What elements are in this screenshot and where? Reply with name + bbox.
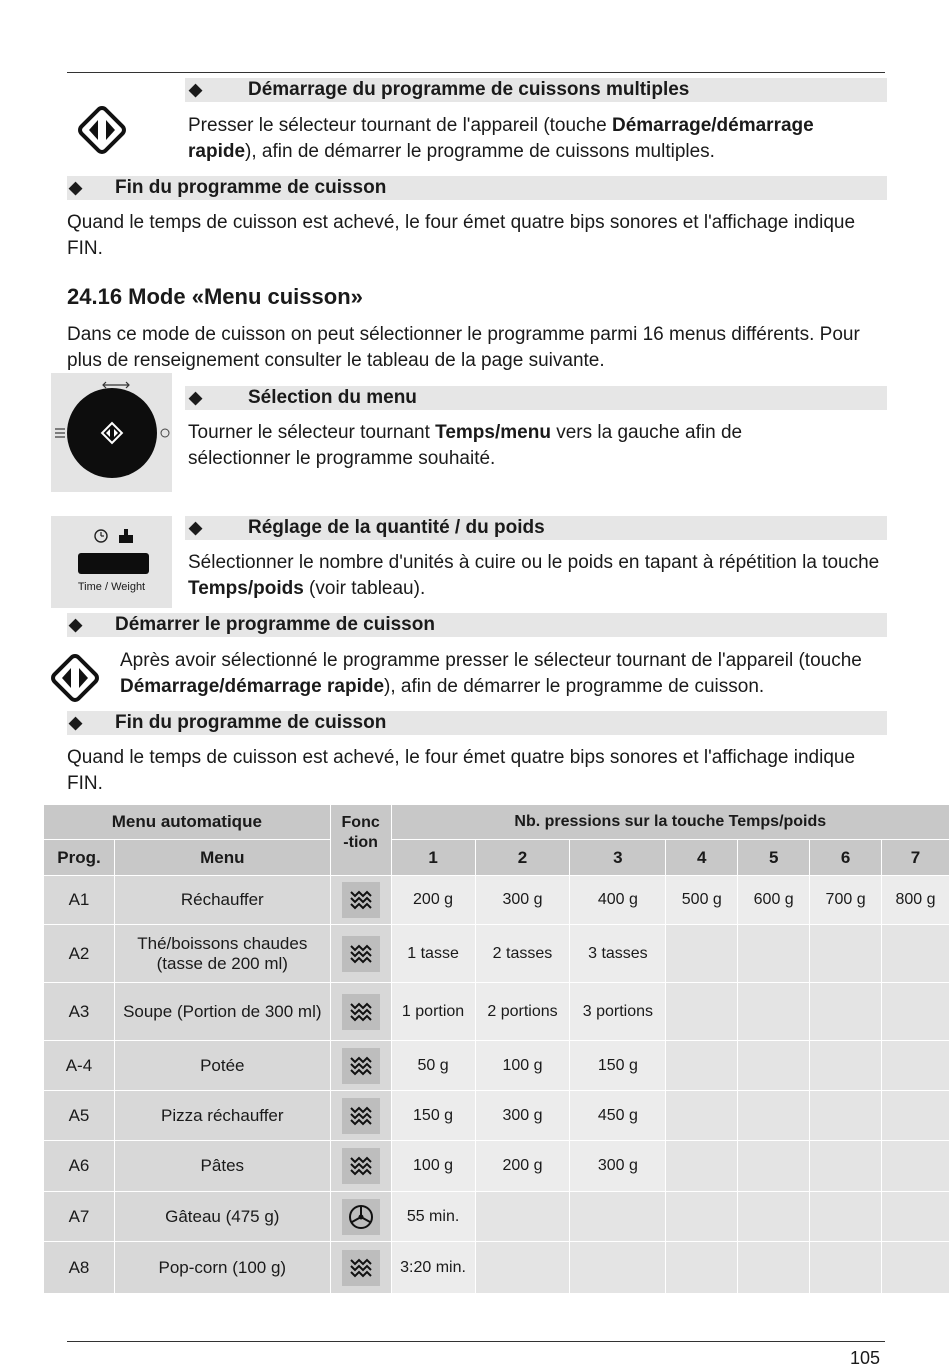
panel-label: Time / Weight [77, 581, 146, 593]
table-row [44, 983, 950, 1041]
heading-text: Démarrage du programme de cuissons multiples [248, 79, 690, 100]
microwave-icon [342, 1148, 380, 1184]
section-heading [67, 176, 887, 200]
empty-cell [738, 1242, 810, 1294]
empty-cell [738, 1041, 810, 1091]
heading-text: Fin du programme de cuisson [115, 177, 387, 198]
section-title: 24.16 Mode «Menu cuisson» [67, 284, 363, 309]
value-cell: 3:20 min. [391, 1242, 475, 1294]
table-row [44, 1091, 950, 1141]
end-program-text: Quand le temps de cuisson est achevé, le four émet quatre bips sonores et l'affichage indique FIN. [67, 747, 856, 794]
empty-cell [810, 1091, 882, 1141]
empty-cell [666, 1141, 738, 1192]
diamond-bullet-icon: ◆ [189, 518, 203, 537]
diamond-bullet-icon: ◆ [69, 178, 83, 197]
empty-cell [882, 1242, 950, 1294]
empty-cell [810, 1192, 882, 1242]
heading-text: Démarrer le programme de cuisson [115, 614, 435, 635]
diamond-bullet-icon: ◆ [189, 80, 203, 99]
menu-table [43, 804, 950, 1294]
value-cell: 3 tasses [570, 925, 666, 983]
heading-text: Sélection du menu [248, 387, 417, 408]
value-cell: 100 g [475, 1041, 570, 1091]
microwave-icon [342, 994, 380, 1030]
quantity-text: Sélectionner le nombre d'unités à cuire ou le poids en tapant à répétition la touche Temps/poids (voir tableau). [188, 552, 880, 599]
value-cell: 500 g [666, 876, 738, 925]
prog-cell: A1 [44, 876, 115, 925]
header-press-count: 2 [475, 840, 570, 876]
section-heading [185, 386, 887, 410]
time-weight-panel-image [51, 516, 172, 608]
empty-cell [882, 1041, 950, 1091]
empty-cell [570, 1192, 666, 1242]
page-number: 105 [850, 1348, 881, 1368]
value-cell: 2 portions [475, 983, 570, 1041]
function-cell [330, 925, 391, 983]
header-press-count: 5 [738, 840, 810, 876]
top-rule [67, 72, 885, 73]
function-cell [330, 983, 391, 1041]
dial-image [51, 373, 172, 492]
menu-cell: Pâtes [114, 1141, 330, 1192]
function-cell [330, 1041, 391, 1091]
value-cell: 50 g [391, 1041, 475, 1091]
empty-cell [882, 925, 950, 983]
section-heading [185, 78, 887, 102]
start-button-icon [76, 104, 128, 156]
value-cell: 200 g [475, 1141, 570, 1192]
empty-cell [810, 1041, 882, 1091]
header-press-count: 6 [810, 840, 882, 876]
section-heading [185, 516, 887, 540]
empty-cell [810, 983, 882, 1041]
empty-cell [810, 1242, 882, 1294]
empty-cell [666, 1091, 738, 1141]
empty-cell [570, 1242, 666, 1294]
table-row [44, 1192, 950, 1242]
empty-cell [810, 925, 882, 983]
empty-cell [882, 1141, 950, 1192]
empty-cell [666, 925, 738, 983]
table-row [44, 1242, 950, 1294]
table-row [44, 1041, 950, 1091]
start-program-text: Après avoir sélectionné le programme presser le sélecteur tournant de l'appareil (touche Démarrage/démarrage rapide), afin de démarrer le programme de cuisson. [120, 650, 862, 697]
prog-cell: A-4 [44, 1041, 115, 1091]
prog-cell: A7 [44, 1192, 115, 1242]
diamond-bullet-icon: ◆ [189, 388, 203, 407]
menu-cell: Pop-corn (100 g) [114, 1242, 330, 1294]
empty-cell [475, 1242, 570, 1294]
value-cell: 300 g [570, 1141, 666, 1192]
empty-cell [882, 1192, 950, 1242]
empty-cell [738, 1192, 810, 1242]
start-multi-text: Presser le sélecteur tournant de l'appareil (touche Démarrage/démarrage rapide), afin de démarrer le programme de cuissons multiples. [188, 115, 814, 162]
menu-cell: Thé/boissons chaudes (tasse de 200 ml) [114, 925, 330, 983]
table-row [44, 1141, 950, 1192]
diamond-bullet-icon: ◆ [69, 615, 83, 634]
menu-cell: Pizza réchauffer [114, 1091, 330, 1141]
function-cell [330, 1242, 391, 1294]
value-cell: 55 min. [391, 1192, 475, 1242]
value-cell: 200 g [391, 876, 475, 925]
menu-cell: Réchauffer [114, 876, 330, 925]
value-cell: 400 g [570, 876, 666, 925]
function-cell [330, 876, 391, 925]
intro-text: Dans ce mode de cuisson on peut sélectionner le programme parmi 16 menus différents. Pour plus de renseignement consulter le tableau de la page suivante. [67, 324, 860, 371]
empty-cell [666, 1041, 738, 1091]
end-program-text: Quand le temps de cuisson est achevé, le four émet quatre bips sonores et l'affichage indique FIN. [67, 212, 856, 259]
diamond-bullet-icon: ◆ [69, 713, 83, 732]
convection-fan-icon [342, 1199, 380, 1235]
menu-select-text: Tourner le sélecteur tournant Temps/menu vers la gauche afin de sélectionner le programme souhaité. [188, 422, 743, 469]
empty-cell [666, 1242, 738, 1294]
microwave-icon [342, 936, 380, 972]
header-press-count: 4 [666, 840, 738, 876]
empty-cell [810, 1141, 882, 1192]
value-cell: 2 tasses [475, 925, 570, 983]
empty-cell [738, 983, 810, 1041]
value-cell: 700 g [810, 876, 882, 925]
microwave-icon [342, 1098, 380, 1134]
value-cell: 1 portion [391, 983, 475, 1041]
header-fonction: Fonc -tion [330, 805, 391, 876]
value-cell: 150 g [570, 1041, 666, 1091]
microwave-icon [342, 1048, 380, 1084]
value-cell: 600 g [738, 876, 810, 925]
prog-cell: A2 [44, 925, 115, 983]
heading-text: Fin du programme de cuisson [115, 712, 387, 733]
empty-cell [882, 1091, 950, 1141]
value-cell: 3 portions [570, 983, 666, 1041]
header-press-count: 3 [570, 840, 666, 876]
bottom-rule [67, 1341, 885, 1342]
menu-cell: Potée [114, 1041, 330, 1091]
empty-cell [882, 983, 950, 1041]
heading-text: Réglage de la quantité / du poids [248, 517, 545, 538]
prog-cell: A8 [44, 1242, 115, 1294]
value-cell: 150 g [391, 1091, 475, 1141]
section-heading [67, 613, 887, 637]
function-cell [330, 1091, 391, 1141]
microwave-icon [342, 1250, 380, 1286]
header-press-count: 7 [882, 840, 950, 876]
value-cell: 300 g [475, 876, 570, 925]
start-button-icon [49, 652, 101, 704]
empty-cell [738, 925, 810, 983]
empty-cell [738, 1141, 810, 1192]
table-row [44, 876, 950, 925]
value-cell: 100 g [391, 1141, 475, 1192]
value-cell: 450 g [570, 1091, 666, 1141]
prog-cell: A3 [44, 983, 115, 1041]
value-cell: 1 tasse [391, 925, 475, 983]
function-cell [330, 1192, 391, 1242]
value-cell: 300 g [475, 1091, 570, 1141]
empty-cell [475, 1192, 570, 1242]
microwave-icon [342, 882, 380, 918]
header-menu-automatique: Menu automatique [44, 805, 331, 840]
header-menu: Menu [114, 840, 330, 876]
empty-cell [738, 1091, 810, 1141]
value-cell: 800 g [882, 876, 950, 925]
header-press-count: 1 [391, 840, 475, 876]
menu-cell: Gâteau (475 g) [114, 1192, 330, 1242]
header-prog: Prog. [44, 840, 115, 876]
prog-cell: A6 [44, 1141, 115, 1192]
header-presses: Nb. pressions sur la touche Temps/poids [391, 805, 949, 840]
prog-cell: A5 [44, 1091, 115, 1141]
menu-cell: Soupe (Portion de 300 ml) [114, 983, 330, 1041]
empty-cell [666, 1192, 738, 1242]
section-heading [67, 711, 887, 735]
function-cell [330, 1141, 391, 1192]
empty-cell [666, 983, 738, 1041]
table-row [44, 925, 950, 983]
